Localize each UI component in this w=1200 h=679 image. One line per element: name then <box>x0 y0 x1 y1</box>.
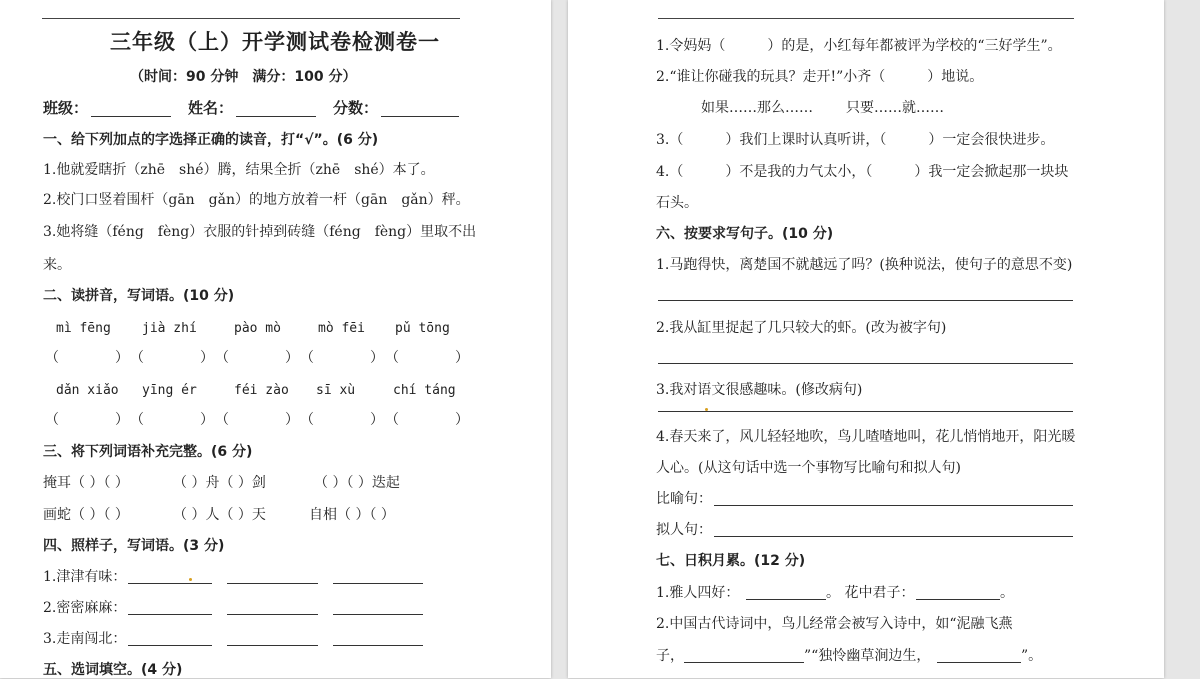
s7-q1-label: 1.雅人四好： <box>656 585 740 601</box>
pinyin-item: pào mò <box>234 321 281 336</box>
answer-line[interactable] <box>227 614 318 615</box>
s4-item-3: 3.走南闯北： <box>43 631 127 647</box>
idiom-blank: 掩耳（ ）（ ） <box>43 475 129 491</box>
pinyin-item: chí táng <box>393 383 456 398</box>
s5-question-1: 1.令妈妈（ ）的是，小红每年都被评为学校的“三好学生”。 <box>656 38 1062 54</box>
s5-question-3: 3.（ ）我们上课时认真听讲，（ ）一定会很快进步。 <box>656 132 1055 148</box>
s6-question-3: 3.我对语文很感趣味。(修改病句) <box>656 382 863 398</box>
answer-paren[interactable]: （ ） <box>385 350 469 366</box>
answer-line[interactable] <box>227 645 318 646</box>
idiom-blank: 自相（ ）（ ） <box>309 507 395 523</box>
page-subtitle: （时间：90 分钟 满分：100 分） <box>130 69 357 85</box>
pinyin-item: pǔ tōng <box>395 321 450 336</box>
personification-label: 拟人句： <box>656 522 712 538</box>
answer-line[interactable] <box>916 599 1000 600</box>
idiom-blank: （ ）舟（ ）剑 <box>173 475 266 491</box>
answer-paren[interactable]: （ ） <box>130 412 214 428</box>
answer-line[interactable] <box>746 599 826 600</box>
s6-question-1: 1.马跑得快，离楚国不就越远了吗？(换种说法，使句子的意思不变) <box>656 257 1073 273</box>
page-title: 三年级（上）开学测试卷检测卷一 <box>110 30 440 54</box>
answer-line[interactable] <box>658 300 1073 301</box>
simile-answer-line[interactable] <box>714 505 1073 506</box>
section-1-heading: 一、给下列加点的字选择正确的读音，打“√”。(6 分) <box>43 132 379 148</box>
idiom-blank: （ ）（ ）迭起 <box>314 475 400 491</box>
pinyin-item: jià zhí <box>142 321 197 336</box>
answer-paren[interactable]: （ ） <box>130 350 214 366</box>
answer-line[interactable] <box>937 662 1021 663</box>
answer-line[interactable] <box>658 411 1073 412</box>
answer-paren[interactable]: （ ） <box>45 412 129 428</box>
section-5-heading: 五、选词填空。(4 分) <box>43 662 183 678</box>
section-7-heading: 七、日积月累。(12 分) <box>656 553 806 569</box>
section-4-heading: 四、照样子，写词语。(3 分) <box>43 538 225 554</box>
section-2-heading: 二、读拼音，写词语。(10 分) <box>43 288 235 304</box>
section-6-heading: 六、按要求写句子。(10 分) <box>656 226 834 242</box>
answer-line[interactable] <box>658 363 1073 364</box>
personification-answer-line[interactable] <box>714 536 1073 537</box>
ink-dot <box>705 408 708 411</box>
name-label: 姓名： <box>188 99 234 117</box>
simile-label: 比喻句： <box>656 491 712 507</box>
s5-question-2: 2.“谁让你碰我的玩具？走开!”小齐（ ）地说。 <box>656 69 984 85</box>
word-option-2: 只要……就…… <box>846 100 944 116</box>
answer-line[interactable] <box>227 583 318 584</box>
pinyin-item: féi zào <box>234 383 289 398</box>
left-page <box>0 0 551 678</box>
answer-paren[interactable]: （ ） <box>385 412 469 428</box>
s7-question-2-end: ”。 <box>1021 648 1043 664</box>
header-rule <box>42 18 460 19</box>
right-page <box>568 0 1164 678</box>
word-option-1: 如果……那么…… <box>701 100 813 116</box>
s7-question-2-mid: ”“独怜幽草涧边生， <box>804 648 931 664</box>
s6-question-2: 2.我从缸里捉起了几只较大的虾。(改为被字句) <box>656 320 947 336</box>
answer-line[interactable] <box>333 614 423 615</box>
answer-line[interactable] <box>128 614 212 615</box>
s6-question-4: 4.春天来了，风儿轻轻地吹，鸟儿喳喳地叫，花儿悄悄地开，阳光暖 <box>656 429 1076 445</box>
name-field[interactable] <box>236 116 316 117</box>
s6-question-4-cont: 人心。(从这句话中选一个事物写比喻句和拟人句) <box>656 460 961 476</box>
s5-question-4: 4.（ ）不是我的力气太小，（ ）我一定会掀起那一块块 <box>656 164 1069 180</box>
pinyin-item: dǎn xiǎo <box>56 383 119 398</box>
s5-question-4-cont: 石头。 <box>656 195 698 211</box>
pinyin-item: mì fēng <box>56 321 111 336</box>
s1-question-3-cont: 来。 <box>43 257 71 273</box>
class-field[interactable] <box>91 116 171 117</box>
answer-line[interactable] <box>128 583 212 584</box>
pinyin-item: mò fēi <box>318 321 365 336</box>
answer-line[interactable] <box>333 583 423 584</box>
pinyin-item: yīng ér <box>142 383 197 398</box>
idiom-blank: （ ）人（ ）天 <box>173 507 266 523</box>
answer-paren[interactable]: （ ） <box>300 350 384 366</box>
s7-q1-label-2: 。 花中君子： <box>826 585 915 601</box>
section-3-heading: 三、将下列词语补充完整。(6 分) <box>43 444 253 460</box>
header-rule <box>658 18 1074 19</box>
s7-q1-end: 。 <box>1000 585 1014 601</box>
answer-line[interactable] <box>128 645 212 646</box>
score-field[interactable] <box>381 116 459 117</box>
class-label: 班级： <box>43 99 89 117</box>
s1-question-1: 1.他就爱瞎折（zhē shé）腾，结果全折（zhē shé）本了。 <box>43 162 435 178</box>
answer-line[interactable] <box>684 662 804 663</box>
answer-paren[interactable]: （ ） <box>45 350 129 366</box>
s7-question-2-cont: 子， <box>656 648 684 664</box>
ink-dot <box>189 578 192 581</box>
s1-question-2: 2.校门口竖着围杆（gān gǎn）的地方放着一杆（gān gǎn）秤。 <box>43 192 470 208</box>
s7-question-2: 2.中国古代诗词中，鸟儿经常会被写入诗中，如“泥融飞燕 <box>656 616 1013 632</box>
s4-item-2: 2.密密麻麻： <box>43 600 127 616</box>
answer-paren[interactable]: （ ） <box>215 412 299 428</box>
answer-paren[interactable]: （ ） <box>215 350 299 366</box>
pinyin-item: sī xù <box>316 383 356 398</box>
s4-item-1: 1.津津有味： <box>43 569 127 585</box>
idiom-blank: 画蛇（ ）（ ） <box>43 507 129 523</box>
score-label: 分数： <box>333 99 379 117</box>
answer-line[interactable] <box>333 645 423 646</box>
answer-paren[interactable]: （ ） <box>300 412 384 428</box>
s1-question-3: 3.她将缝（féng fèng）衣服的针掉到砖缝（féng fèng）里取不出 <box>43 224 477 240</box>
